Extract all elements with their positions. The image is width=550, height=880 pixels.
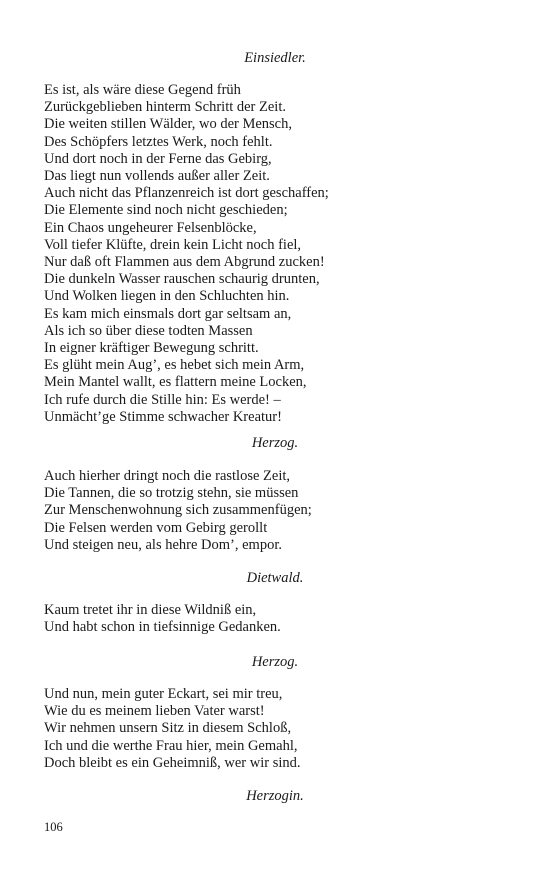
verse-line: Auch hierher dringt noch die rastlose Zeit, bbox=[44, 468, 291, 484]
verse-line: Voll tiefer Klüfte, drein kein Licht noch fiel, bbox=[44, 236, 302, 253]
verse-stanza bbox=[44, 602, 514, 636]
verse-line: Des Schöpfers letztes Werk, noch fehlt. bbox=[44, 133, 273, 150]
speaker-heading: Einsiedler. bbox=[244, 50, 306, 66]
verse-line: In eigner kräftiger Bewegung schritt. bbox=[44, 340, 259, 357]
verse-line: Und nun, mein guter Eckart, sei mir treu, bbox=[44, 686, 283, 702]
verse-line: Die weiten stillen Wälder, wo der Mensch, bbox=[44, 116, 292, 133]
speaker-heading: Herzogin. bbox=[246, 788, 304, 804]
verse-line: Mein Mantel wallt, es flattern meine Locken, bbox=[44, 374, 307, 391]
verse-line: Es ist, als wäre diese Gegend früh bbox=[44, 82, 241, 98]
verse-line: Auch nicht das Pflanzenreich ist dort geschaffen; bbox=[44, 185, 329, 202]
verse-stanza bbox=[44, 468, 514, 554]
verse-line: Ich und die werthe Frau hier, mein Gemahl, bbox=[44, 737, 298, 754]
verse-line: Und Wolken liegen in den Schluchten hin. bbox=[44, 288, 290, 305]
speaker-heading: Herzog. bbox=[251, 654, 299, 670]
verse-line: Doch bleibt es ein Geheimniß, wer wir sind. bbox=[44, 754, 301, 771]
verse-line: Die dunkeln Wasser rauschen schaurig drunten, bbox=[44, 271, 320, 288]
speaker-heading: Dietwald. bbox=[246, 570, 304, 586]
verse-line: Zur Menschenwohnung sich zusammenfügen; bbox=[44, 502, 312, 519]
verse-line: Kaum tretet ihr in diese Wildniß ein, bbox=[44, 602, 257, 618]
verse-line: Als ich so über diese todten Massen bbox=[44, 322, 253, 339]
verse-line: Es glüht mein Aug’, es hebet sich mein Arm, bbox=[44, 357, 305, 374]
verse-line: Ein Chaos ungeheurer Felsenblöcke, bbox=[44, 219, 257, 236]
verse-line: Wir nehmen unsern Sitz in diesem Schloß, bbox=[44, 720, 292, 737]
verse-line: Die Felsen werden vom Gebirg gerollt bbox=[44, 519, 268, 536]
verse-line: Zurückgeblieben hinterm Schritt der Zeit. bbox=[44, 99, 286, 116]
verse-line: Das liegt nun vollends außer aller Zeit. bbox=[44, 168, 270, 185]
verse-line: Und dort noch in der Ferne das Gebirg, bbox=[44, 150, 272, 167]
verse-line: Es kam mich einsmals dort gar seltsam an, bbox=[44, 305, 292, 322]
verse-line: Die Tannen, die so trotzig stehn, sie müssen bbox=[44, 485, 299, 502]
verse-line: Die Elemente sind noch nicht geschieden; bbox=[44, 202, 288, 219]
speaker-heading: Herzog. bbox=[251, 435, 299, 451]
page-number: 106 bbox=[44, 820, 63, 834]
verse-line: Und steigen neu, als hehre Dom’, empor. bbox=[44, 536, 282, 553]
verse-line: Ich rufe durch die Stille hin: Es werde! – bbox=[44, 391, 281, 408]
verse-stanza bbox=[44, 82, 514, 426]
verse-line: Nur daß oft Flammen aus dem Abgrund zucken! bbox=[44, 254, 325, 271]
verse-line: Und habt schon in tiefsinnige Gedanken. bbox=[44, 619, 281, 636]
verse-line: Wie du es meinem lieben Vater warst! bbox=[44, 703, 265, 720]
verse-stanza bbox=[44, 686, 514, 772]
verse-line: Unmächt’ge Stimme schwacher Kreatur! bbox=[44, 408, 282, 425]
